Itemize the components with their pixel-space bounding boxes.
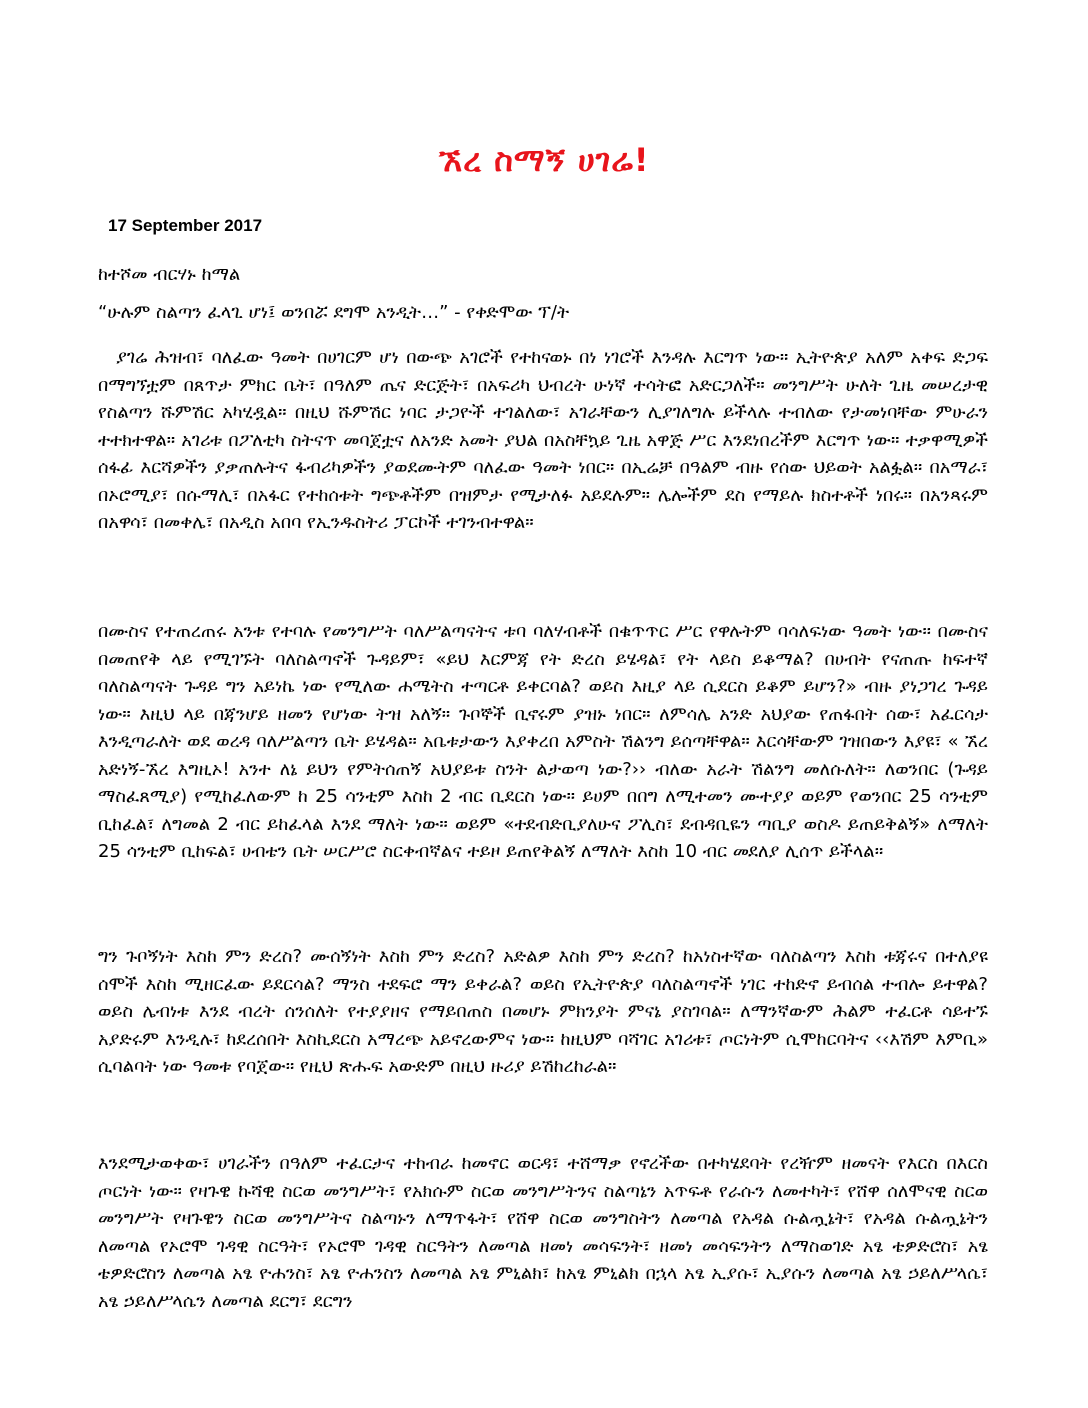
article-author: ከተሾመ ብርሃኑ ከማል xyxy=(98,264,241,285)
body-paragraph: በሙስና የተጠረጠሩ አንቱ የተባሉ የመንግሥት ባለሥልጣናትና ቱባ ባለሃብቶች በቁጥጥር ሥር የዋሉትም ባሳለፍነው ዓመት ነው፡፡ በሙስና በመጠየቅ ላይ የሚገኙት ባለስልጣኖች ጉዳይም፣ «ይህ እርምጃ የት ድረስ ይሄዳል፣ የት ላይስ ይቆማል? በሀብት የናጠጡ ከፍተኛ ባለስልጣናት ጉዳይ ግን አይነኬ ነው የሚለው ሐሜትስ ተጣርቶ ይቀርባል? ወይስ እዚያ ላይ ሲደርስ ይቆም ይሆን?» ብዙ ያነጋገረ ጉዳይ ነው። እዚህ ላይ በጃንሆይ ዘመን የሆነው ትዝ አለኝ። ጉቦኞች ቢኖሩም ያዝኑ ነበር። ለምሳሌ አንድ አህያው የጠፋበት ሰው፣ አፈርሳታ እንዲጣራለት ወደ ወረዳ ባለሥልጣን ቤት ይሄዳል። አቤቱታውን እያቀረበ አምስት ሽልንግ ይሰጣቸዋል። እርሳቸውም ገዝበውን እያዩ፣ « ኧረ አድነኝ-ኧረ እግዚኦ! አንተ ለኔ ይህን የምትሰጠኝ አህያይቱ ስንት ልታወጣ ነው?›› ብለው አራት ሽልንግ መለሱለት። ለወንበር (ጉዳይ ማስፈጸሚያ) የሚከፈለውም ከ 25 ሳንቲም እስከ 2 ብር ቢደርስ ነው። ይሀም በበግ ለሚተመን ሙተያያ ወይም የወንበር 25 ሳንቲም ቢከፈል፣ ለግመል 2 ብር ይከፈላል እንደ ማለት ነው። ወይም «ተደብድቢያለሁና ፖሊስ፣ ደብዳቢዬን ጣቢያ ወስዶ ይጠይቅልኝ» ለማለት 25 ሳንቲም ቢከፍል፣ ሀብቴን ቤት ሠርሥሮ ስርቀብኛልና ተይዞ ይጠየቅልኝ ለማለት እስከ 10 ብር መደለያ ሊሰጥ ይችላል፡፡ xyxy=(98,621,988,862)
body-paragraph: ያገሬ ሕዝብ፣ ባለፈው ዓመት በሀገርም ሆነ በውጭ አገሮች የተከናወኑ በነ ነገሮች እንዳሉ እርግጥ ነው። ኢትዮጵያ አለም አቀፍ ድጋፍ በማግኘቷም በጸጥታ ምክር ቤት፣ በዓለም ጤና ድርጅት፣ በአፍሪካ ህብረት ሁነኛ ተሳትፎ አድርጋለች። መንግሥት ሁለት ጊዜ መሠረታዊ የስልጣን ሹምሽር አካሂዷል። በዚህ ሹምሽር ነባር ታጋዮች ተገልለው፣ አገራቸውን ሊያገለግሉ ይችላሉ ተብለው የታመነባቸው ምሁራን ተተክተዋል። አገሪቱ በፖለቲካ ስትናጥ መባጀቷና ለአንድ አመት ያህል በአስቸኳይ ጊዜ አዋጅ ሥር እንደነበረችም እርግጥ ነው። ተቃዋሚዎች ሰፋፊ እርሻዎችን ያቃጠሉትና ፋብሪካዎችን ያወደሙትም ባለፈው ዓመት ነበር። በኢሬቻ በዓልም ብዙ የሰው ህይወት አልፏል፡፡ በአማራ፣ በኦሮሚያ፣ በሱማሊ፣ በአፋር የተከሰቱት ግጭቶችም በዝምታ የሚታለፉ አይደሉም። ሌሎችም ደስ የማይሉ ክስተቶች ነበሩ። በአንጻሩም በአዋሳ፣ በመቀሌ፣ በአዲስ አበባ የኢንዱስትሪ ፓርኮች ተገንብተዋል። xyxy=(98,347,988,533)
article-title xyxy=(0,140,1088,180)
body-paragraph: ግን ጉቦኝነት እስከ ምን ድረስ? ሙሰኝነት እስከ ምን ድረስ? አድልዎ እስከ ምን ድረስ? ከአነስተኛው ባለስልጣን እስከ ቱጃሩና በተለያዩ ሰሞች እስከ ሚዘርፈው ይደርሳል? ማንስ ተደፍሮ ማን ይቀራል? ወይስ የኢትዮጵያ ባለስልጣኖች ነገር ተከድኖ ይብሰል ተብሎ ይተዋል? ወይስ ሌብነቱ እንደ ብረት ሰንሰለት የተያያዘና የማይበጠስ በመሆኑ ምክንያት ምናኔ ያስገባል። ለማንኛውም ሕልም ተፈርቶ ሳይተኙ አያድሩም እንዲሉ፣ ከደረሰበት እስኪደርስ አማረጭ አይኖረውምና ነው። ከዚህም ባሻገር አገሪቱ፣ ጦርነትም ሲሞከርባትና ‹‹እሽም እምቢ» ሲባልባት ነው ዓመቱ የባጀው፡፡ የዚህ ጽሑፍ አውድም በዚህ ዙሪያ ይሽከረከራል። xyxy=(98,946,988,1077)
article-date: 17 September 2017 xyxy=(108,216,263,235)
body-paragraph: እንደሚታወቀው፣ ሀገራችን በዓለም ተፈርታና ተከብራ ከመኖር ወርዳ፣ ተሸማቃ የኖረችው በተካሄደባት የረዥም ዘመናት የእርስ በእርስ ጦርነት ነው፡፡ የዛጉዌ ኩሻዊ ስርወ መንግሥት፣ የአክሱም ስርወ መንግሥትንና ስልጣኔን አጥፍቶ የራሱን ለመተካት፣ የሸዋ ሰለሞናዊ ስርወ መንግሥት የዛጉዌን ስርወ መንግሥትና ስልጣኑን ለማጥፋት፣ የሸዋ ስርወ መንግስትን ለመጣል የአዳል ሱልጧኔት፣ የአዳል ሱልጧኔትን ለመጣል የኦሮሞ ገዳዊ ስርዓት፣ የኦሮሞ ገዳዊ ስርዓትን ለመጣል ዘመነ መሳፍንት፣ ዘመነ መሳፍንትን ለማስወገድ አፄ ቴዎድሮስ፣ አፄ ቴዎድሮስን ለመጣል አፄ ዮሐንስ፣ አፄ ዮሐንስን ለመጣል አፄ ምኒልክ፣ ከአፄ ምኒልክ በኋላ አፄ ኢያሱ፣ ኢያሱን ለመጣል አፄ ኃይለሥላሴ፣ አፄ ኃይለሥላሴን ለመጣል ደርግ፣ ደርግን xyxy=(98,1153,988,1312)
article-epigraph: “ሁሉም ስልጣን ፈላጊ ሆነ፤ ወንበሯ ደግሞ አንዲት…” - የቀድሞው ፕ/ት xyxy=(98,302,570,323)
article-title-text: ኧረ ስማኝ ሀገሬ! xyxy=(438,141,650,179)
